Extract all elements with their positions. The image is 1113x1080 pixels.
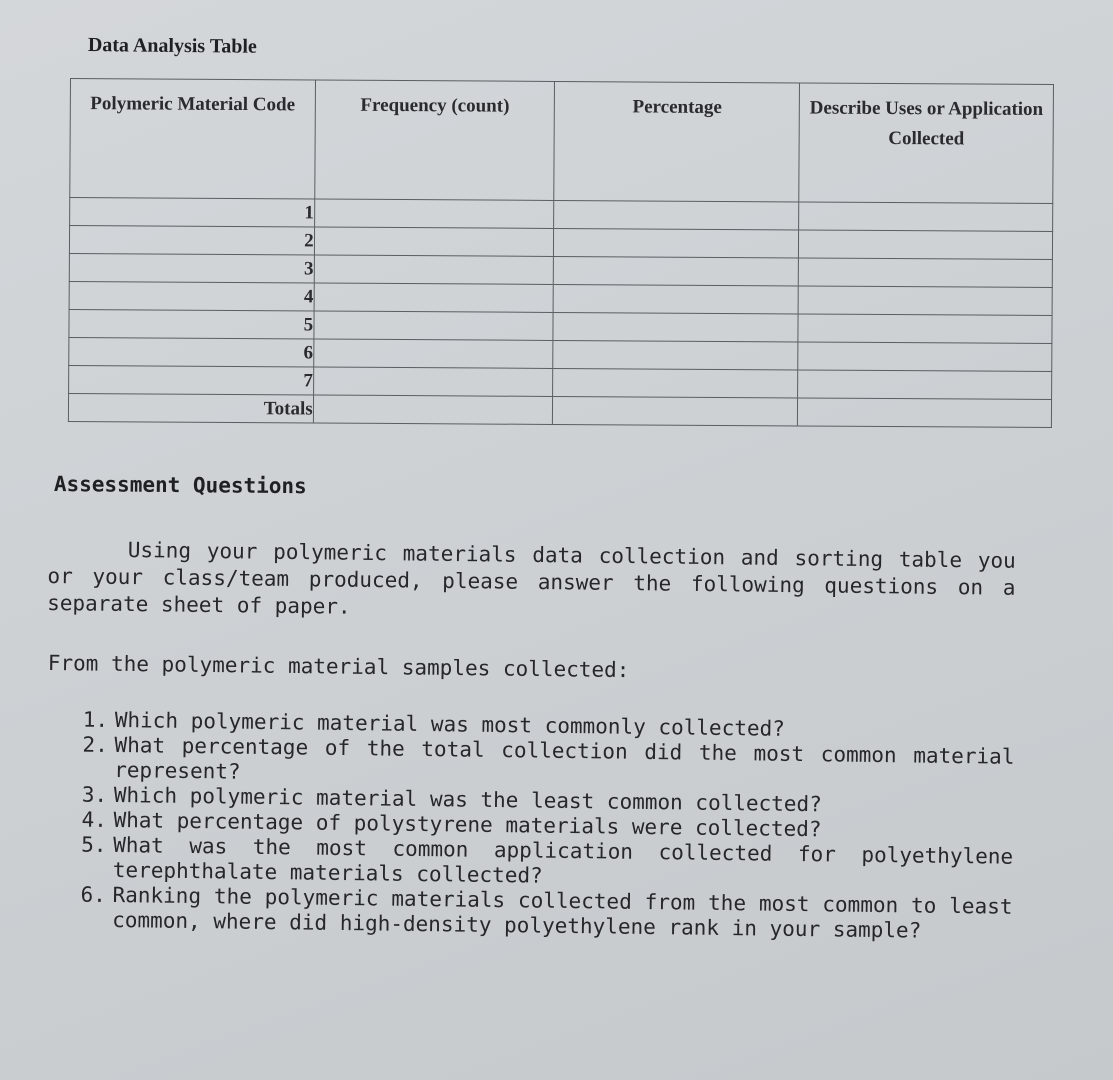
- data-analysis-table-wrap: [68, 78, 1054, 428]
- total-frequency-cell[interactable]: [313, 395, 553, 424]
- percentage-cell[interactable]: [554, 200, 799, 229]
- question-text: What percentage of the total collection did the most common material represent?: [114, 732, 1015, 784]
- code-cell: 7: [69, 365, 314, 394]
- totals-label: Totals: [68, 393, 313, 422]
- total-percentage-cell[interactable]: [553, 396, 798, 425]
- uses-cell[interactable]: [798, 342, 1052, 372]
- question-text: What percentage of polystyrene materials were collected?: [113, 807, 822, 842]
- question-number: 3.: [81, 782, 108, 807]
- frequency-cell[interactable]: [314, 227, 554, 256]
- total-uses-cell[interactable]: [798, 398, 1052, 428]
- percentage-cell[interactable]: [553, 312, 798, 341]
- header-material-code: Polymeric Material Code: [70, 79, 315, 199]
- question-number: 2.: [82, 732, 108, 757]
- uses-cell[interactable]: [798, 370, 1052, 400]
- frequency-cell[interactable]: [314, 311, 554, 340]
- code-cell: 1: [70, 198, 315, 227]
- question-text: What was the most common application collected for polyethylene terephthalate materials collected?: [112, 832, 1014, 888]
- header-percentage: Percentage: [554, 81, 799, 201]
- header-frequency: Frequency (count): [314, 80, 555, 200]
- header-uses: Describe Uses or Application Collected: [799, 83, 1053, 204]
- uses-cell[interactable]: [798, 314, 1052, 344]
- percentage-cell[interactable]: [553, 368, 798, 397]
- question-number: 6.: [80, 882, 107, 907]
- percentage-cell[interactable]: [554, 256, 799, 285]
- frequency-cell[interactable]: [314, 255, 554, 284]
- list-item: [80, 882, 1013, 945]
- percentage-cell[interactable]: [554, 284, 799, 313]
- frequency-cell[interactable]: [313, 367, 553, 396]
- code-cell: 2: [69, 226, 314, 255]
- percentage-cell[interactable]: [554, 228, 799, 257]
- assessment-intro: Using your polymeric materials data collection and sorting table you or your class/team produced, please answer the following questions on a separate sheet of paper.: [47, 537, 1016, 619]
- assessment-title: Assessment Questions: [53, 472, 307, 499]
- uses-cell[interactable]: [799, 202, 1053, 232]
- percentage-cell[interactable]: [553, 340, 798, 369]
- data-analysis-table: [68, 78, 1054, 428]
- code-cell: 5: [69, 309, 314, 338]
- frequency-cell[interactable]: [314, 283, 554, 312]
- table-header-row: [70, 79, 1054, 204]
- question-text: Ranking the polymeric materials collected from the most common to least common, where did high-density polyethylene rank in your sample?: [112, 882, 1013, 943]
- frequency-cell[interactable]: [313, 339, 553, 368]
- code-cell: 3: [69, 253, 314, 282]
- question-text: Which polymeric material was most commonly collected?: [114, 708, 786, 741]
- uses-cell[interactable]: [799, 230, 1053, 260]
- uses-cell[interactable]: [798, 286, 1052, 316]
- question-number: 1.: [82, 707, 109, 732]
- question-number: 5.: [81, 832, 107, 857]
- frequency-cell[interactable]: [314, 199, 554, 228]
- from-line: From the polymeric material samples collected:: [47, 650, 630, 683]
- question-list: [80, 707, 1015, 945]
- code-cell: 6: [69, 337, 314, 366]
- question-number: 4.: [81, 807, 107, 832]
- question-text: Which polymeric material was the least common collected?: [113, 782, 822, 817]
- uses-cell[interactable]: [798, 258, 1052, 288]
- code-cell: 4: [69, 281, 314, 310]
- table-title: Data Analysis Table: [87, 34, 257, 58]
- totals-row: [68, 393, 1051, 427]
